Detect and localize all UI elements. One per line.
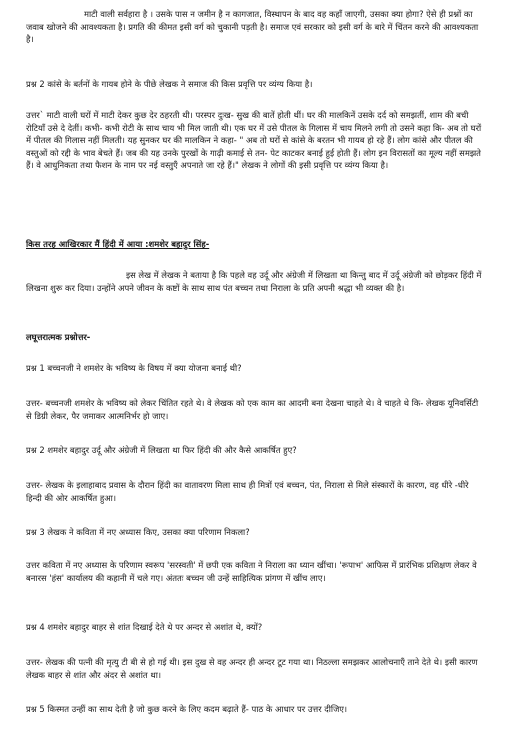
answer-2: उत्तर- लेखक के इलाहाबाद प्रवास के दौरान हिंदी का वातावरण मिला साथ ही मित्रों एवं बच्चन, पंत, निराला से मिले संस्कारों के कारण, वह धीरे -धीरे हिन्दी की ओर आकर्षित हुआ।: [26, 480, 469, 503]
question-5: प्रश्न 5 किस्मत उन्हीं का साथ देती है जो कुछ करने के लिए कदम बढ़ाते हैं- पाठ के आधार पर उत्तर दीजिए।: [26, 704, 348, 714]
question-3: प्रश्न 3 लेखक ने कविता में नए अध्यास किए, उसका क्या परिणाम निकला?: [26, 527, 250, 537]
question-2-kanse: प्रश्न 2 कांसे के बर्तनों के गायब होने के पीछे लेखक ने समाज की किस प्रवृत्ति पर व्यंग्य किया है।: [26, 79, 313, 89]
answer-2-kanse: उत्तर` माटी वाली घरों में माटी देकर कुछ देर ठहरती थी। परस्पर दुःख- सुख की बातें होती थीं। घर की मालकिनें उसके दर्द को समझतीं, शाम की बची रोटियाँ उसे दे देतीं। कभी- कभी रोटी के साथ चाय भी मिल जाती थी। एक घर में उसे पीतल के गिलास में चाय मिलने लगी तो उसने कहा कि- अब तो घरों में पीतल की गिलास नहीं मिलती। यह सुनकर घर की मालकिन ने कहा- " अब तो घरों से कांसे के बरतन भी गायब हो रहे हैं। लोग कांसे और पीतल की वस्तुओं को रद्दी के भाव बेचते हैं। जब की यह उनके पुरखों के गाढ़ी कमाई से तन- पेट काटकर बनाई हुई होती हैं। लोग इन विरासतों का मूल्य नहीं समझते हैं। वे आधुनिकता तथा फैशन के नाम पर नई वस्तुएँ अपनाते जा रहे हैं।" लेखक ने लोगों की इसी प्रवृत्ति पर व्यंग्य किया है।: [26, 110, 482, 171]
answer-3: उत्तर कविता में नए अध्यास के परिणाम स्वरूप 'सरस्वती' में छपी एक कविता ने निराला का ध्यान खींचा। 'रूपाभ' आफिस में प्रारंभिक प्रशिक्षण लेकर वे बनारस 'हंस' कार्यालय की कहानी में चले गए। अंततः बच्चन जी उन्हें साहित्यिक प्रांगण में खींच लाए।: [26, 560, 477, 583]
question-2: प्रश्न 2 शमशेर बहादुर उर्दू और अंग्रेजी में लिखता था फिर हिंदी की और कैसे आकर्षित हुए?: [26, 445, 297, 455]
question-1: प्रश्न 1 बच्चनजी ने शमशेर के भविष्य के विषय में क्या योजना बनाई थी?: [26, 363, 242, 373]
subheading-short-qa: लघूत्तरात्मक प्रश्नोत्तर-: [26, 332, 91, 342]
intro-paragraph: माटी वाली सर्वहारा है । उसके पास न जमीन है न कागजात, विस्थापन के बाद वह कहाँ जाएगी, उसका क्या होगा? ऐसे ही प्रश्नों का जवाब खोजने की आवश्यकता है। प्रगति की कीमत इसी वर्ग को चुकानी पड़ती है। समाज एवं सरकार को इसी वर्ग के बारे में चिंतन करने की आवश्यकता है।: [26, 9, 479, 45]
question-4: प्रश्न 4 शमशेर बहादुर बाहर से शांत दिखाई देते थे पर अन्दर से अशांत थे, क्यों?: [26, 622, 263, 632]
section-heading: किस तरह आखिरकार मैं हिंदी में आया :शमशेर बहादुर सिंह-: [26, 239, 210, 249]
answer-1: उत्तर- बच्चनजी शमशेर के भविष्य को लेकर चिंतित रहते थे। वे लेखक को एक काम का आदमी बना देखना चाहते थे। वे चाहते थे कि- लेखक यूनिवर्सिटी से डिग्री लेकर, पैर जमाकर आत्मनिर्भर हो जाए।: [26, 398, 479, 421]
section-summary: इस लेख में लेखक ने बताया है कि पहले वह उर्दू और अंग्रेजी में लिखता था किन्तु बाद में उर्दू अंग्रेजी को छोड़कर हिंदी में लिखना शुरू कर दिया। उन्होंने अपने जीवन के कष्टों के साथ साथ पंत बच्चन तथा निराला के प्रति अपनी श्रद्धा भी व्यक्त की है।: [26, 270, 482, 293]
answer-4: उत्तर- लेखक की पत्नी की मृत्यु टी बी से हो गई थी। इस दुख से वह अन्दर ही अन्दर टूट गया था। निठल्ला समझकर आलोचनाएँ ताने देते थे। इसी कारण लेखक बाहर से शांत और अंदर से अशांत था।: [26, 657, 478, 680]
